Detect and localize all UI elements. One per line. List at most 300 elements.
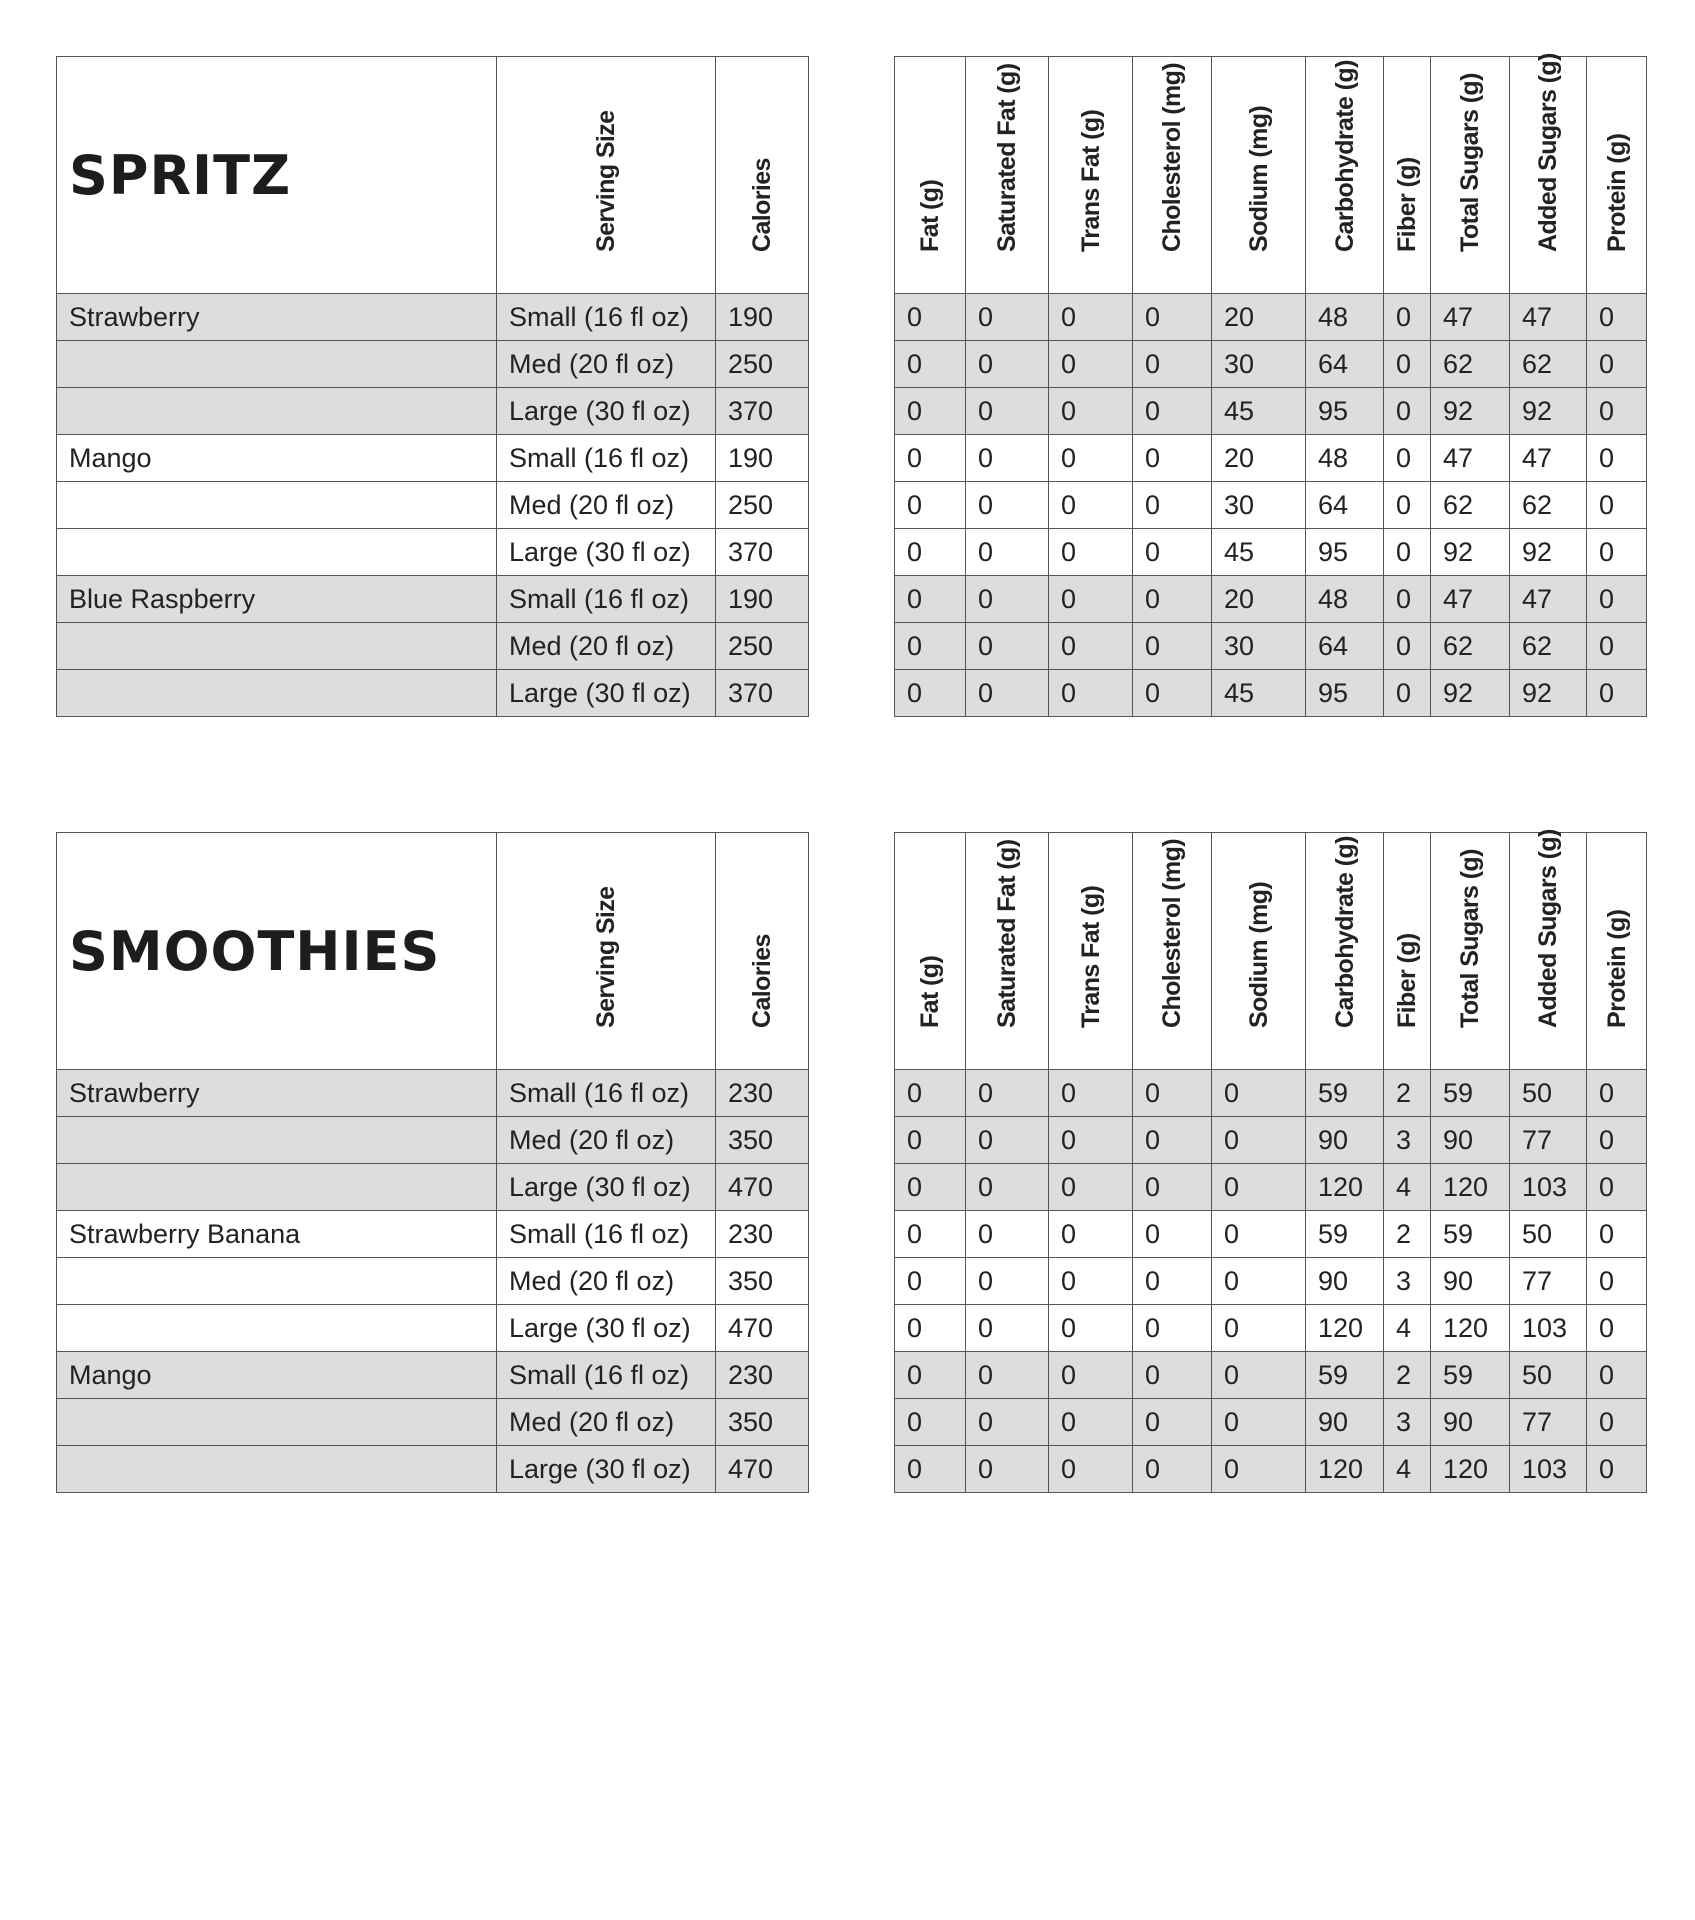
- value-cell: 0: [1587, 623, 1647, 670]
- flavor-cell: [57, 529, 497, 576]
- table-row: [57, 1211, 809, 1258]
- value-cell: 0: [1587, 529, 1647, 576]
- value-cell: 0: [895, 294, 966, 341]
- total-sugars-header: Total Sugars (g): [1431, 57, 1510, 294]
- value-cell: 90: [1306, 1117, 1384, 1164]
- value-cell: 0: [895, 1352, 966, 1399]
- value-cell: 0: [1133, 623, 1212, 670]
- saturated-fat-header: Saturated Fat (g): [966, 57, 1049, 294]
- value-cell: 0: [1133, 529, 1212, 576]
- calories-cell: 190: [716, 294, 809, 341]
- size-cell: Med (20 fl oz): [497, 623, 716, 670]
- calories-cell: 470: [716, 1164, 809, 1211]
- flavor-cell: Strawberry: [57, 1070, 497, 1117]
- value-cell: 0: [1587, 1164, 1647, 1211]
- serving-size-header: Serving Size: [497, 57, 716, 294]
- table-row: [895, 435, 1647, 482]
- flavor-cell: [57, 670, 497, 717]
- table-row: [57, 1070, 809, 1117]
- value-cell: 0: [966, 670, 1049, 717]
- table-row: [57, 529, 809, 576]
- table-row: [895, 1446, 1647, 1493]
- table-row: [57, 1305, 809, 1352]
- value-cell: 0: [1049, 1258, 1133, 1305]
- value-cell: 103: [1510, 1164, 1587, 1211]
- size-cell: Med (20 fl oz): [497, 1117, 716, 1164]
- value-cell: 0: [895, 529, 966, 576]
- value-cell: 2: [1384, 1070, 1431, 1117]
- size-cell: Large (30 fl oz): [497, 1446, 716, 1493]
- value-cell: 92: [1510, 529, 1587, 576]
- calories-header: Calories: [716, 57, 809, 294]
- value-cell: 90: [1431, 1399, 1510, 1446]
- value-cell: 4: [1384, 1164, 1431, 1211]
- value-cell: 48: [1306, 294, 1384, 341]
- calories-cell: 250: [716, 623, 809, 670]
- flavor-cell: [57, 388, 497, 435]
- calories-cell: 230: [716, 1352, 809, 1399]
- value-cell: 3: [1384, 1258, 1431, 1305]
- calories-cell: 250: [716, 482, 809, 529]
- smoothies-nutrition-table: [894, 829, 1647, 1493]
- trans-fat-header: Trans Fat (g): [1049, 833, 1133, 1070]
- table-row: [895, 1211, 1647, 1258]
- value-cell: 50: [1510, 1070, 1587, 1117]
- value-cell: 0: [966, 294, 1049, 341]
- value-cell: 0: [1384, 294, 1431, 341]
- value-cell: 20: [1212, 435, 1306, 482]
- value-cell: 0: [1049, 341, 1133, 388]
- value-cell: 120: [1306, 1305, 1384, 1352]
- value-cell: 20: [1212, 294, 1306, 341]
- value-cell: 0: [1587, 435, 1647, 482]
- value-cell: 45: [1212, 670, 1306, 717]
- table-row: [895, 341, 1647, 388]
- flavor-cell: [57, 1305, 497, 1352]
- sodium-header: Sodium (mg): [1212, 833, 1306, 1070]
- value-cell: 0: [1587, 576, 1647, 623]
- value-cell: 0: [1049, 576, 1133, 623]
- calories-cell: 350: [716, 1117, 809, 1164]
- value-cell: 0: [1133, 1117, 1212, 1164]
- calories-cell: 230: [716, 1211, 809, 1258]
- table-row: [57, 341, 809, 388]
- value-cell: 0: [1587, 670, 1647, 717]
- value-cell: 0: [895, 1117, 966, 1164]
- size-cell: Small (16 fl oz): [497, 576, 716, 623]
- value-cell: 0: [966, 1117, 1049, 1164]
- flavor-cell: Blue Raspberry: [57, 576, 497, 623]
- value-cell: 0: [1212, 1446, 1306, 1493]
- value-cell: 47: [1431, 294, 1510, 341]
- calories-cell: 370: [716, 529, 809, 576]
- value-cell: 0: [895, 1211, 966, 1258]
- value-cell: 62: [1431, 623, 1510, 670]
- value-cell: 0: [1049, 1446, 1133, 1493]
- flavor-cell: Mango: [57, 435, 497, 482]
- table-row: [57, 1352, 809, 1399]
- value-cell: 0: [1587, 1211, 1647, 1258]
- table-row: [895, 1305, 1647, 1352]
- table-row: [57, 294, 809, 341]
- value-cell: 20: [1212, 576, 1306, 623]
- value-cell: 3: [1384, 1399, 1431, 1446]
- table-row: [895, 294, 1647, 341]
- value-cell: 0: [1212, 1399, 1306, 1446]
- value-cell: 0: [895, 1164, 966, 1211]
- value-cell: 0: [966, 1352, 1049, 1399]
- size-cell: Large (30 fl oz): [497, 388, 716, 435]
- value-cell: 95: [1306, 529, 1384, 576]
- table-row: [895, 1399, 1647, 1446]
- value-cell: 120: [1306, 1164, 1384, 1211]
- value-cell: 64: [1306, 623, 1384, 670]
- value-cell: 0: [1587, 341, 1647, 388]
- value-cell: 0: [1587, 294, 1647, 341]
- value-cell: 0: [895, 1258, 966, 1305]
- calories-header: Calories: [716, 833, 809, 1070]
- value-cell: 64: [1306, 482, 1384, 529]
- value-cell: 120: [1431, 1305, 1510, 1352]
- calories-cell: 350: [716, 1399, 809, 1446]
- table-row: [895, 1164, 1647, 1211]
- value-cell: 0: [1049, 1305, 1133, 1352]
- value-cell: 0: [1212, 1211, 1306, 1258]
- value-cell: 0: [1384, 482, 1431, 529]
- value-cell: 0: [895, 1305, 966, 1352]
- value-cell: 0: [1212, 1258, 1306, 1305]
- value-cell: 47: [1510, 576, 1587, 623]
- value-cell: 0: [1212, 1305, 1306, 1352]
- value-cell: 0: [966, 341, 1049, 388]
- table-row: [57, 1399, 809, 1446]
- flavor-cell: Strawberry Banana: [57, 1211, 497, 1258]
- value-cell: 59: [1306, 1211, 1384, 1258]
- smoothies-title-cell: [57, 833, 497, 1070]
- value-cell: 0: [1384, 435, 1431, 482]
- value-cell: 0: [1587, 1305, 1647, 1352]
- flavor-cell: Strawberry: [57, 294, 497, 341]
- value-cell: 30: [1212, 482, 1306, 529]
- spritz-nutrition-table: [894, 53, 1647, 717]
- value-cell: 92: [1431, 529, 1510, 576]
- value-cell: 0: [1384, 670, 1431, 717]
- value-cell: 0: [1587, 1117, 1647, 1164]
- section-title: SMOOTHIES: [69, 919, 441, 983]
- value-cell: 0: [966, 623, 1049, 670]
- table-row: [895, 482, 1647, 529]
- table-row: [57, 576, 809, 623]
- value-cell: 0: [966, 1211, 1049, 1258]
- value-cell: 47: [1431, 435, 1510, 482]
- calories-cell: 250: [716, 341, 809, 388]
- spritz-title-cell: [57, 57, 497, 294]
- flavor-cell: Mango: [57, 1352, 497, 1399]
- value-cell: 103: [1510, 1446, 1587, 1493]
- smoothies-section: [56, 829, 1639, 1502]
- value-cell: 59: [1306, 1070, 1384, 1117]
- value-cell: 0: [1133, 388, 1212, 435]
- size-cell: Med (20 fl oz): [497, 1258, 716, 1305]
- serving-size-header: Serving Size: [497, 833, 716, 1070]
- value-cell: 90: [1306, 1258, 1384, 1305]
- value-cell: 0: [1049, 1399, 1133, 1446]
- table-row: [57, 482, 809, 529]
- value-cell: 0: [895, 670, 966, 717]
- value-cell: 103: [1510, 1305, 1587, 1352]
- value-cell: 0: [1133, 294, 1212, 341]
- flavor-cell: [57, 1399, 497, 1446]
- saturated-fat-header: Saturated Fat (g): [966, 833, 1049, 1070]
- value-cell: 0: [1049, 482, 1133, 529]
- value-cell: 0: [1587, 388, 1647, 435]
- value-cell: 95: [1306, 670, 1384, 717]
- value-cell: 62: [1510, 623, 1587, 670]
- value-cell: 30: [1212, 623, 1306, 670]
- value-cell: 0: [1133, 341, 1212, 388]
- value-cell: 59: [1431, 1352, 1510, 1399]
- size-cell: Large (30 fl oz): [497, 529, 716, 576]
- value-cell: 47: [1510, 294, 1587, 341]
- value-cell: 62: [1510, 482, 1587, 529]
- size-cell: Large (30 fl oz): [497, 1164, 716, 1211]
- value-cell: 0: [1049, 623, 1133, 670]
- value-cell: 0: [1384, 623, 1431, 670]
- value-cell: 92: [1431, 388, 1510, 435]
- value-cell: 0: [1587, 482, 1647, 529]
- value-cell: 0: [1133, 482, 1212, 529]
- value-cell: 0: [1049, 670, 1133, 717]
- value-cell: 0: [895, 482, 966, 529]
- fiber-header: Fiber (g): [1384, 57, 1431, 294]
- size-cell: Large (30 fl oz): [497, 670, 716, 717]
- value-cell: 0: [895, 623, 966, 670]
- table-row: [57, 1446, 809, 1493]
- fiber-header: Fiber (g): [1384, 833, 1431, 1070]
- cholesterol-header: Cholesterol (mg): [1133, 57, 1212, 294]
- value-cell: 0: [895, 1446, 966, 1493]
- value-cell: 0: [1384, 388, 1431, 435]
- table-row: [57, 388, 809, 435]
- value-cell: 0: [1133, 1352, 1212, 1399]
- value-cell: 90: [1431, 1117, 1510, 1164]
- value-cell: 0: [966, 482, 1049, 529]
- table-row: [895, 1117, 1647, 1164]
- calories-cell: 350: [716, 1258, 809, 1305]
- value-cell: 64: [1306, 341, 1384, 388]
- value-cell: 0: [1049, 1164, 1133, 1211]
- value-cell: 0: [966, 1399, 1049, 1446]
- carbohydrate-header: Carbohydrate (g): [1306, 833, 1384, 1070]
- spritz-section: [56, 53, 1639, 726]
- calories-cell: 470: [716, 1446, 809, 1493]
- value-cell: 77: [1510, 1117, 1587, 1164]
- flavor-cell: [57, 1164, 497, 1211]
- value-cell: 0: [1384, 341, 1431, 388]
- value-cell: 90: [1306, 1399, 1384, 1446]
- value-cell: 0: [1384, 529, 1431, 576]
- value-cell: 0: [1133, 1258, 1212, 1305]
- value-cell: 0: [966, 576, 1049, 623]
- spritz-menu-table: [56, 56, 809, 717]
- value-cell: 3: [1384, 1117, 1431, 1164]
- value-cell: 0: [1133, 1446, 1212, 1493]
- value-cell: 0: [1049, 1211, 1133, 1258]
- value-cell: 47: [1510, 435, 1587, 482]
- calories-cell: 370: [716, 670, 809, 717]
- value-cell: 62: [1431, 482, 1510, 529]
- calories-cell: 230: [716, 1070, 809, 1117]
- added-sugars-header: Added Sugars (g): [1510, 833, 1587, 1070]
- value-cell: 95: [1306, 388, 1384, 435]
- table-row: [57, 623, 809, 670]
- table-row: [57, 1258, 809, 1305]
- value-cell: 0: [966, 1305, 1049, 1352]
- value-cell: 0: [1049, 294, 1133, 341]
- value-cell: 47: [1431, 576, 1510, 623]
- value-cell: 0: [895, 435, 966, 482]
- size-cell: Small (16 fl oz): [497, 435, 716, 482]
- value-cell: 0: [895, 1070, 966, 1117]
- value-cell: 0: [895, 1399, 966, 1446]
- value-cell: 45: [1212, 529, 1306, 576]
- value-cell: 48: [1306, 576, 1384, 623]
- value-cell: 0: [1212, 1070, 1306, 1117]
- value-cell: 0: [895, 388, 966, 435]
- value-cell: 0: [1049, 529, 1133, 576]
- calories-cell: 190: [716, 576, 809, 623]
- value-cell: 0: [966, 435, 1049, 482]
- value-cell: 0: [1212, 1352, 1306, 1399]
- value-cell: 62: [1510, 341, 1587, 388]
- table-row: [895, 1070, 1647, 1117]
- value-cell: 0: [1049, 1070, 1133, 1117]
- value-cell: 77: [1510, 1258, 1587, 1305]
- size-cell: Med (20 fl oz): [497, 1399, 716, 1446]
- size-cell: Small (16 fl oz): [497, 294, 716, 341]
- value-cell: 0: [1133, 576, 1212, 623]
- table-row: [57, 435, 809, 482]
- table-row: [57, 670, 809, 717]
- size-cell: Small (16 fl oz): [497, 1352, 716, 1399]
- value-cell: 0: [966, 388, 1049, 435]
- value-cell: 59: [1431, 1070, 1510, 1117]
- value-cell: 4: [1384, 1305, 1431, 1352]
- value-cell: 0: [1133, 1070, 1212, 1117]
- calories-cell: 470: [716, 1305, 809, 1352]
- value-cell: 92: [1431, 670, 1510, 717]
- value-cell: 59: [1306, 1352, 1384, 1399]
- trans-fat-header: Trans Fat (g): [1049, 57, 1133, 294]
- value-cell: 77: [1510, 1399, 1587, 1446]
- value-cell: 0: [966, 1446, 1049, 1493]
- value-cell: 0: [966, 1070, 1049, 1117]
- table-row: [895, 670, 1647, 717]
- protein-header: Protein (g): [1587, 57, 1647, 294]
- table-row: [895, 1352, 1647, 1399]
- total-sugars-header: Total Sugars (g): [1431, 833, 1510, 1070]
- value-cell: 0: [1587, 1258, 1647, 1305]
- cholesterol-header: Cholesterol (mg): [1133, 833, 1212, 1070]
- flavor-cell: [57, 1117, 497, 1164]
- section-title: SPRITZ: [69, 143, 292, 207]
- size-cell: Small (16 fl oz): [497, 1211, 716, 1258]
- value-cell: 59: [1431, 1211, 1510, 1258]
- value-cell: 120: [1431, 1164, 1510, 1211]
- size-cell: Large (30 fl oz): [497, 1305, 716, 1352]
- value-cell: 0: [1049, 435, 1133, 482]
- value-cell: 50: [1510, 1211, 1587, 1258]
- smoothies-menu-table: [56, 832, 809, 1493]
- value-cell: 0: [895, 341, 966, 388]
- value-cell: 50: [1510, 1352, 1587, 1399]
- fat-header: Fat (g): [895, 833, 966, 1070]
- table-row: [895, 576, 1647, 623]
- protein-header: Protein (g): [1587, 833, 1647, 1070]
- value-cell: 0: [1049, 1352, 1133, 1399]
- table-row: [895, 1258, 1647, 1305]
- value-cell: 0: [1133, 1399, 1212, 1446]
- table-row: [895, 388, 1647, 435]
- value-cell: 0: [1049, 388, 1133, 435]
- value-cell: 0: [1587, 1352, 1647, 1399]
- flavor-cell: [57, 1258, 497, 1305]
- value-cell: 0: [966, 529, 1049, 576]
- value-cell: 0: [1133, 1211, 1212, 1258]
- sodium-header: Sodium (mg): [1212, 57, 1306, 294]
- value-cell: 0: [1212, 1164, 1306, 1211]
- value-cell: 92: [1510, 670, 1587, 717]
- value-cell: 2: [1384, 1352, 1431, 1399]
- calories-cell: 370: [716, 388, 809, 435]
- value-cell: 0: [1133, 1164, 1212, 1211]
- added-sugars-header: Added Sugars (g): [1510, 57, 1587, 294]
- value-cell: 0: [1133, 670, 1212, 717]
- size-cell: Med (20 fl oz): [497, 341, 716, 388]
- flavor-cell: [57, 482, 497, 529]
- value-cell: 0: [1133, 435, 1212, 482]
- value-cell: 120: [1431, 1446, 1510, 1493]
- value-cell: 0: [1587, 1070, 1647, 1117]
- value-cell: 4: [1384, 1446, 1431, 1493]
- value-cell: 0: [966, 1164, 1049, 1211]
- table-row: [895, 529, 1647, 576]
- value-cell: 120: [1306, 1446, 1384, 1493]
- flavor-cell: [57, 341, 497, 388]
- table-row: [57, 1117, 809, 1164]
- fat-header: Fat (g): [895, 57, 966, 294]
- value-cell: 62: [1431, 341, 1510, 388]
- flavor-cell: [57, 1446, 497, 1493]
- value-cell: 30: [1212, 341, 1306, 388]
- value-cell: 92: [1510, 388, 1587, 435]
- value-cell: 0: [1587, 1446, 1647, 1493]
- size-cell: Med (20 fl oz): [497, 482, 716, 529]
- carbohydrate-header: Carbohydrate (g): [1306, 57, 1384, 294]
- value-cell: 0: [1049, 1117, 1133, 1164]
- value-cell: 0: [1587, 1399, 1647, 1446]
- value-cell: 48: [1306, 435, 1384, 482]
- table-row: [895, 623, 1647, 670]
- value-cell: 90: [1431, 1258, 1510, 1305]
- value-cell: 2: [1384, 1211, 1431, 1258]
- calories-cell: 190: [716, 435, 809, 482]
- flavor-cell: [57, 623, 497, 670]
- value-cell: 45: [1212, 388, 1306, 435]
- value-cell: 0: [1133, 1305, 1212, 1352]
- table-row: [57, 1164, 809, 1211]
- value-cell: 0: [966, 1258, 1049, 1305]
